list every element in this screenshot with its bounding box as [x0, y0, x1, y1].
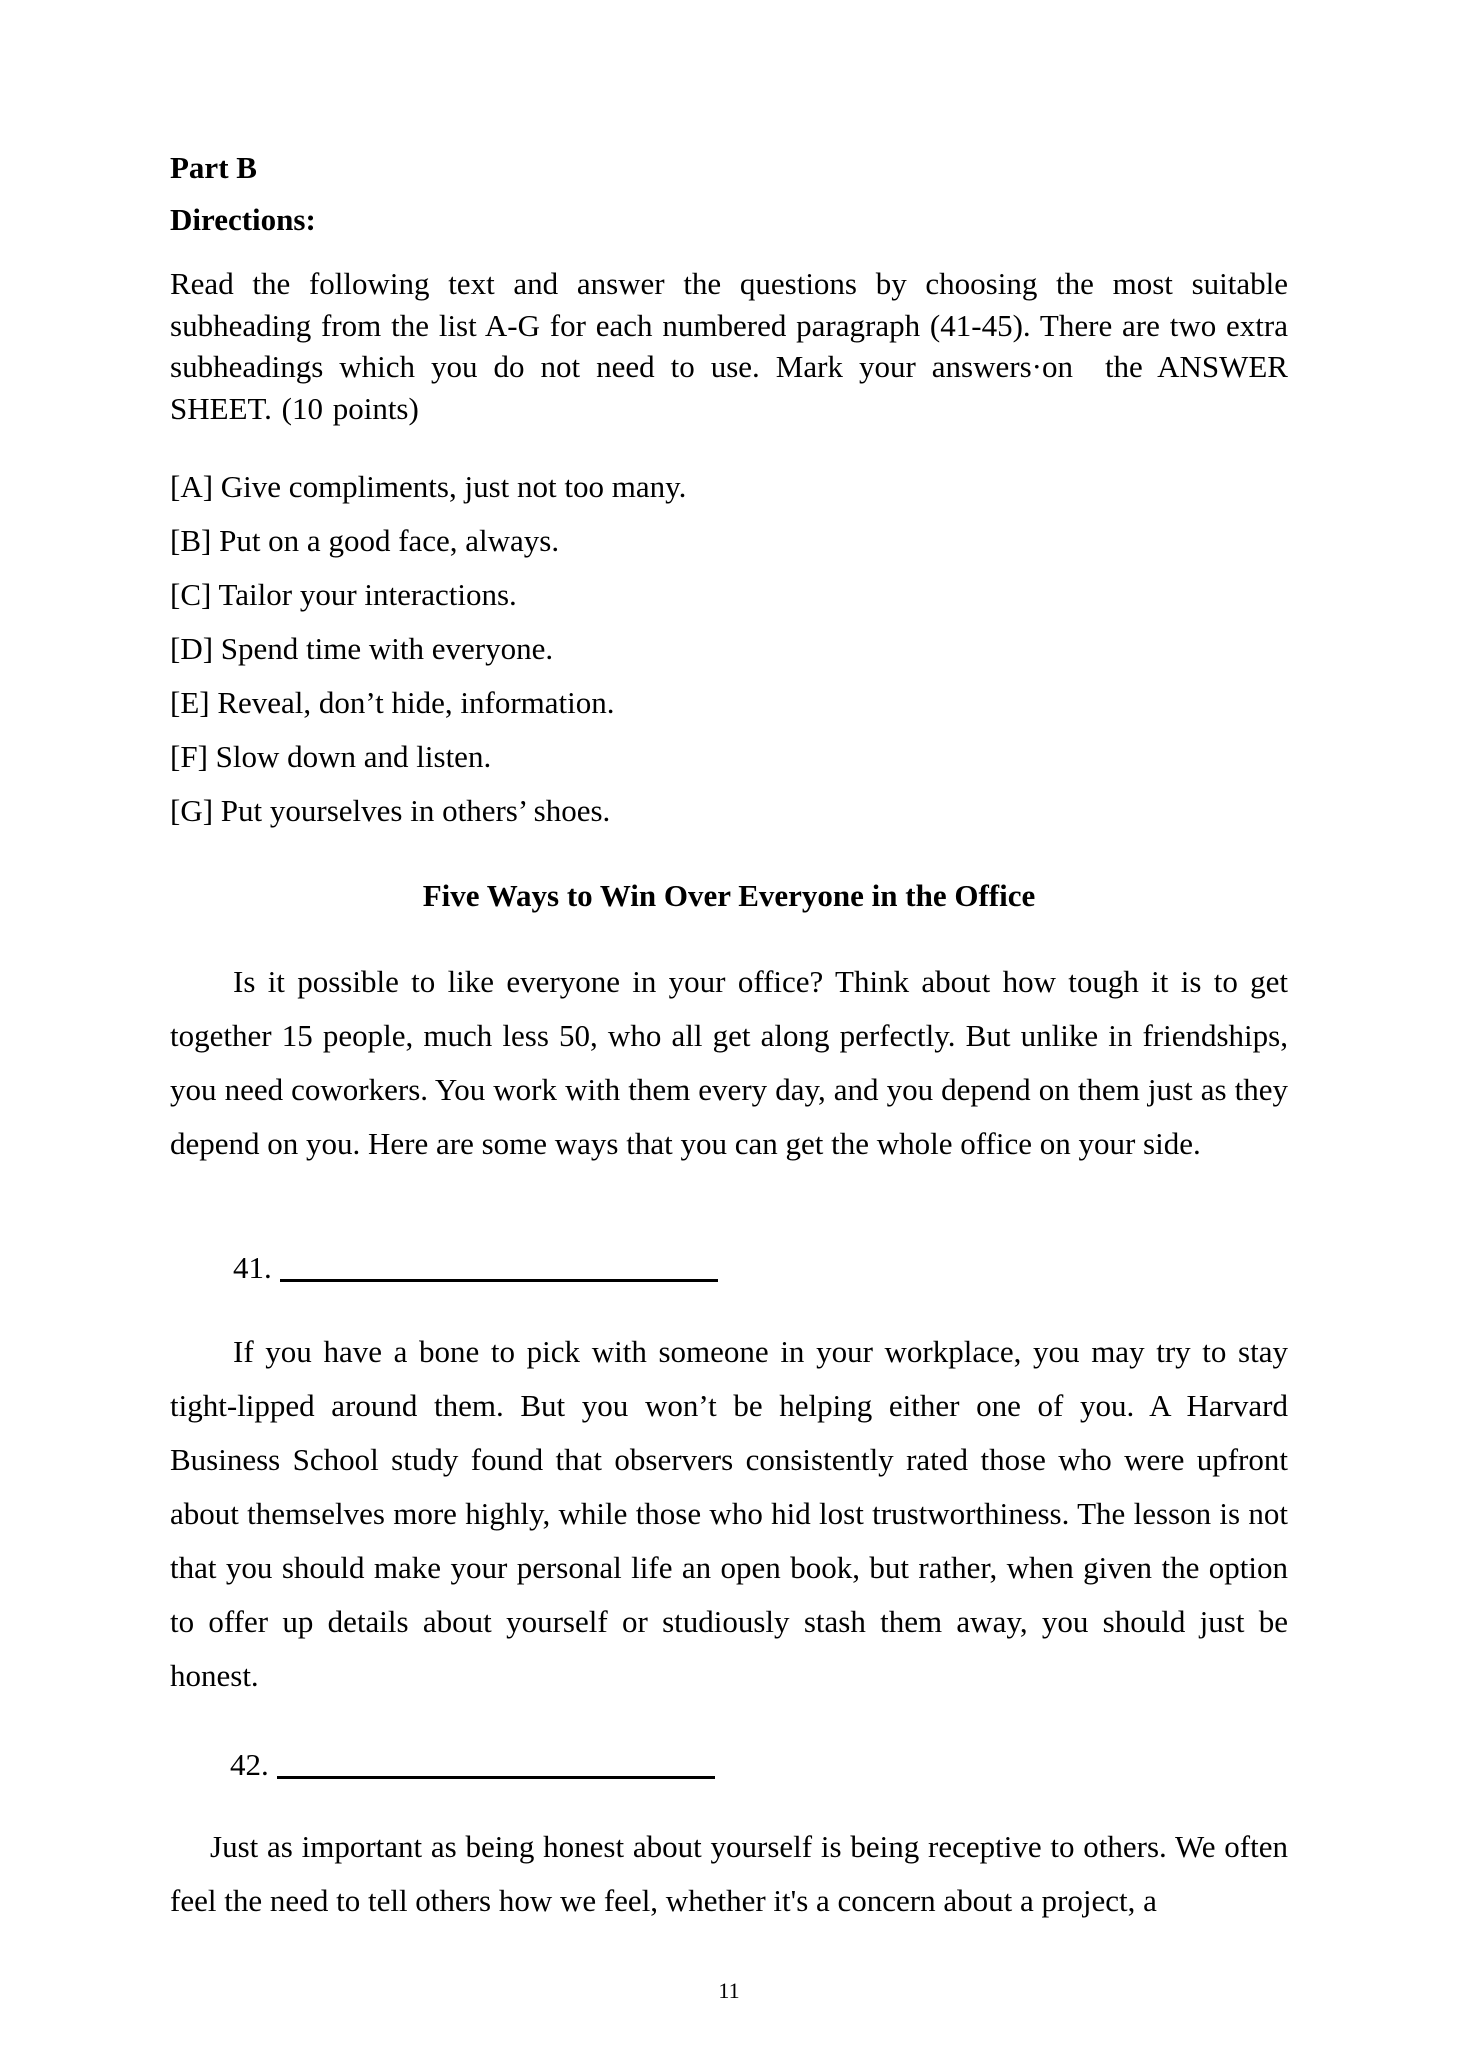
- option-letter: [C]: [170, 577, 212, 612]
- question-number: 42.: [230, 1747, 269, 1782]
- option-letter: [F]: [170, 739, 208, 774]
- option-b: [170, 518, 686, 572]
- option-f: [170, 734, 686, 788]
- option-text: Spend time with everyone.: [220, 631, 554, 666]
- option-text: Give compliments, just not too many.: [220, 469, 687, 504]
- option-c: [170, 572, 686, 626]
- subheading-options-list: [170, 464, 686, 842]
- page-number: 11: [718, 1978, 740, 2003]
- option-text: Put on a good face, always.: [219, 523, 560, 558]
- option-g: [170, 788, 686, 842]
- option-d: [170, 626, 686, 680]
- option-text: Slow down and listen.: [215, 739, 492, 774]
- option-a: [170, 464, 686, 518]
- part-title: Part B: [170, 150, 257, 185]
- option-text: Tailor your interactions.: [218, 577, 517, 612]
- paragraph-42: Just as important as being honest about yourself is being receptive to others. We often feel the need to tell others how we feel, whether it's a concern about a project, a: [170, 1829, 1288, 1918]
- option-e: [170, 680, 686, 734]
- answer-blank-42[interactable]: [277, 1776, 715, 1779]
- question-number: 41.: [233, 1250, 272, 1285]
- directions-text: Read the following text and answer the questions by choosing the most suitable subheading from the list A-G for each numbered paragraph (41-45). There are two extra subheadings which you do not need to use. Mark your answers·on the ANSWER SHEET. (10 points): [170, 266, 1288, 426]
- option-text: Reveal, don’t hide, information.: [217, 685, 615, 720]
- question-42: [230, 1747, 715, 1783]
- option-letter: [G]: [170, 793, 214, 828]
- question-41: [233, 1250, 718, 1286]
- intro-paragraph: Is it possible to like everyone in your office? Think about how tough it is to get together 15 people, much less 50, who all get along perfectly. But unlike in friendships, you need coworkers. You work with them every day, and you depend on them just as they depend on you. Here are some ways that you can get the whole office on your side.: [170, 964, 1288, 1161]
- option-text: Put yourselves in others’ shoes.: [220, 793, 611, 828]
- option-letter: [D]: [170, 631, 214, 666]
- answer-blank-41[interactable]: [280, 1279, 718, 1282]
- option-letter: [A]: [170, 469, 214, 504]
- paragraph-41: If you have a bone to pick with someone in your workplace, you may try to stay tight-lipped around them. But you won’t be helping either one of you. A Harvard Business School study found that observers consistently rated those who were upfront about themselves more highly, while those who hid lost trustworthiness. The lesson is not that you should make your personal life an open book, but rather, when given the option to offer up details about yourself or studiously stash them away, you should just be honest.: [170, 1334, 1288, 1693]
- option-letter: [B]: [170, 523, 212, 558]
- article-title: Five Ways to Win Over Everyone in the Office: [422, 878, 1036, 913]
- directions-label: Directions:: [170, 202, 316, 237]
- option-letter: [E]: [170, 685, 210, 720]
